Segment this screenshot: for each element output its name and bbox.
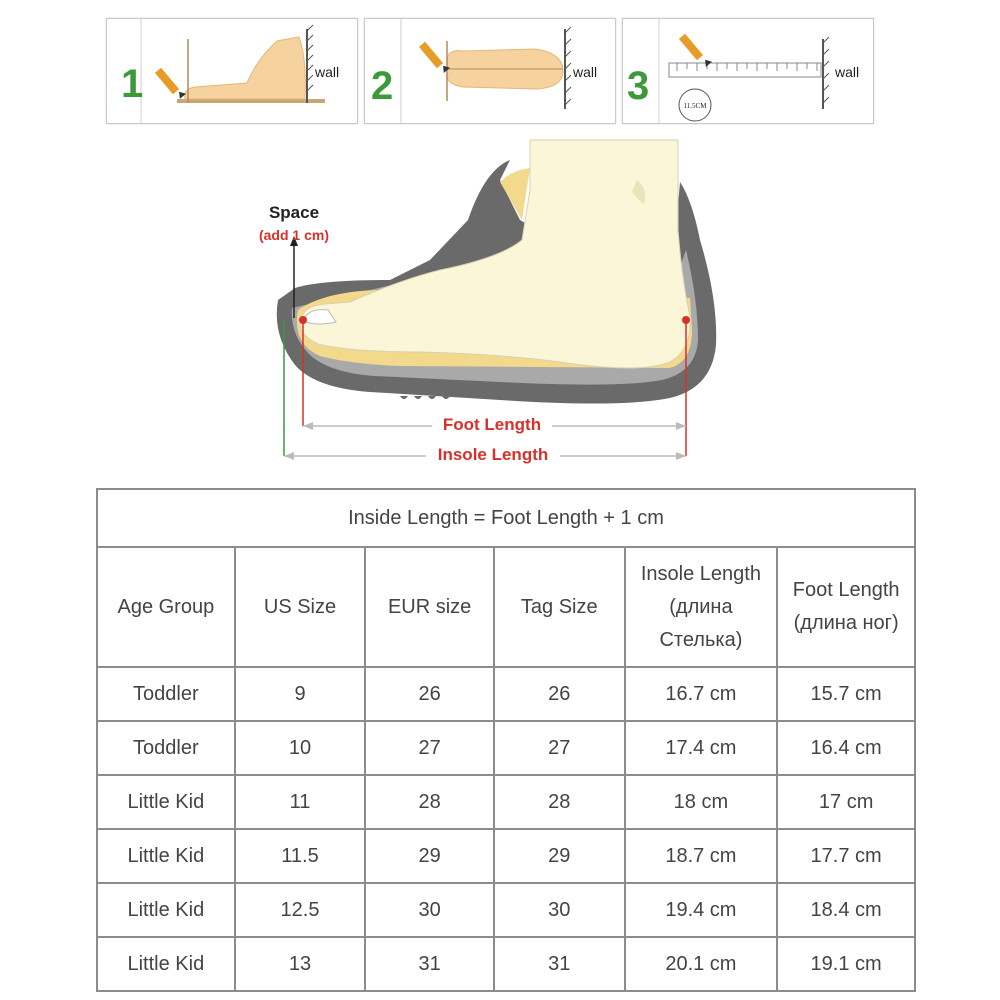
step-3-illustration: [623, 19, 873, 123]
header-eur-size: EUR size: [365, 547, 494, 667]
cell-us-size: 11: [235, 775, 366, 829]
table-row: [97, 883, 915, 937]
cell-tag-size: 26: [494, 667, 625, 721]
header-foot-length-en: Foot Length: [792, 579, 900, 601]
table-caption: Inside Length = Foot Length + 1 cm: [97, 489, 915, 547]
cell-eur-size: 28: [365, 775, 494, 829]
header-insole-length-ru-2: Стелька): [659, 628, 743, 651]
step-number: 1: [121, 62, 144, 106]
cell-age-group: Toddler: [97, 667, 235, 721]
cell-foot-length: 17.7 cm: [777, 829, 915, 883]
cell-insole-length: 16.7 cm: [625, 667, 778, 721]
ruler-icon: [669, 63, 821, 77]
cell-tag-size: 30: [494, 883, 625, 937]
cell-foot-length: 16.4 cm: [777, 721, 915, 775]
table-header-row: [97, 547, 915, 667]
table-row: [97, 829, 915, 883]
cell-foot-length: 15.7 cm: [777, 667, 915, 721]
wall-label: wall: [835, 64, 860, 80]
cell-tag-size: 29: [494, 829, 625, 883]
measure-step-1: [106, 18, 358, 124]
cell-tag-size: 27: [494, 721, 625, 775]
foot-in-shoe-diagram: [200, 130, 800, 470]
cell-us-size: 13: [235, 937, 366, 991]
cell-insole-length: 19.4 cm: [625, 883, 778, 937]
cell-eur-size: 26: [365, 667, 494, 721]
header-foot-length-ru: (длина ног): [793, 612, 899, 634]
table-row: [97, 721, 915, 775]
cell-eur-size: 27: [365, 721, 494, 775]
wall-label: wall: [315, 64, 340, 80]
cell-eur-size: 31: [365, 937, 494, 991]
table-row: [97, 937, 915, 991]
cell-insole-length: 20.1 cm: [625, 937, 778, 991]
cell-eur-size: 30: [365, 883, 494, 937]
step-number: 3: [627, 64, 650, 108]
header-insole-length: [625, 547, 778, 667]
measure-step-2: [364, 18, 616, 124]
space-label: Space: [268, 203, 320, 222]
cell-us-size: 12.5: [235, 883, 366, 937]
tread-notches: [400, 396, 450, 399]
cell-us-size: 10: [235, 721, 366, 775]
step-1-illustration: [107, 19, 357, 123]
header-tag-size: Tag Size: [494, 547, 625, 667]
step-number: 2: [371, 64, 394, 108]
table-row: [97, 667, 915, 721]
cell-age-group: Toddler: [97, 721, 235, 775]
cell-insole-length: 17.4 cm: [625, 721, 778, 775]
insole-length-label: Insole Length: [437, 445, 549, 464]
header-us-size: US Size: [235, 547, 366, 667]
cell-age-group: Little Kid: [97, 775, 235, 829]
cell-tag-size: 28: [494, 775, 625, 829]
ruler-reading: 11.5CM: [683, 102, 707, 110]
pencil-icon: [419, 42, 450, 73]
cell-us-size: 11.5: [235, 829, 366, 883]
wall-label: wall: [573, 64, 598, 80]
floor-board: [177, 99, 325, 103]
table-row: [97, 775, 915, 829]
header-foot-length: [777, 547, 915, 667]
foot-side-view: [185, 37, 306, 99]
space-note: (add 1 cm): [258, 227, 330, 243]
cell-age-group: Little Kid: [97, 937, 235, 991]
header-age-group: Age Group: [97, 547, 235, 667]
cell-insole-length: 18.7 cm: [625, 829, 778, 883]
cell-insole-length: 18 cm: [625, 775, 778, 829]
cell-age-group: Little Kid: [97, 829, 235, 883]
size-chart-table: [96, 488, 916, 992]
pencil-icon: [155, 68, 186, 99]
cell-us-size: 9: [235, 667, 366, 721]
step-2-illustration: [365, 19, 615, 123]
header-insole-length-ru-1: (длина: [669, 595, 733, 618]
cell-foot-length: 17 cm: [777, 775, 915, 829]
pencil-icon: [679, 34, 712, 67]
cell-age-group: Little Kid: [97, 883, 235, 937]
foot-length-label: Foot Length: [442, 415, 542, 434]
header-insole-length-en: Insole Length: [640, 562, 761, 585]
cell-foot-length: 19.1 cm: [777, 937, 915, 991]
measure-step-3: [622, 18, 874, 124]
cell-tag-size: 31: [494, 937, 625, 991]
cell-foot-length: 18.4 cm: [777, 883, 915, 937]
cell-eur-size: 29: [365, 829, 494, 883]
